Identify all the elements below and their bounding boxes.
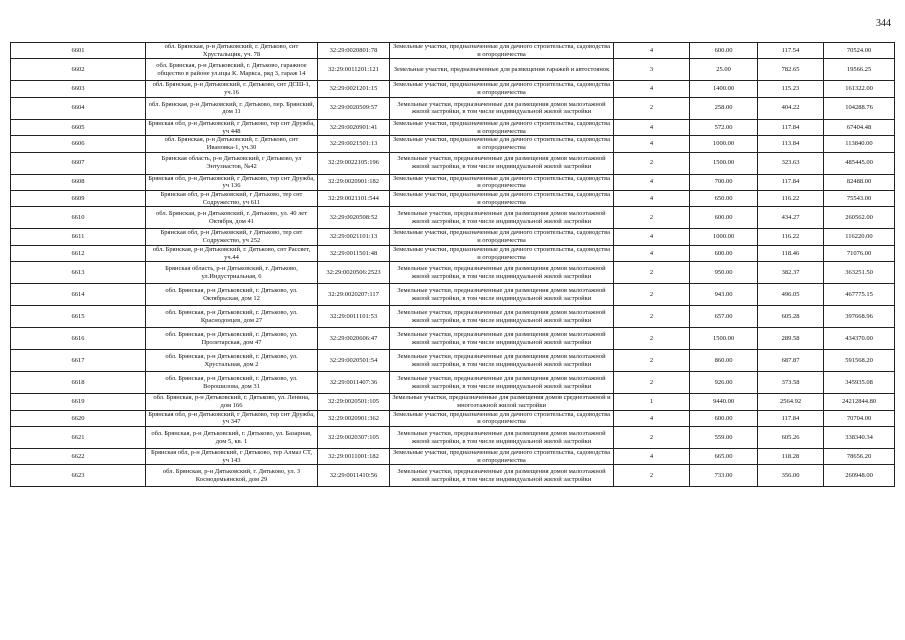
area-cell: 1400.00 xyxy=(690,81,758,97)
group-cell: 4 xyxy=(614,449,690,465)
group-cell: 4 xyxy=(614,245,690,261)
group-cell: 2 xyxy=(614,372,690,394)
group-cell: 2 xyxy=(614,328,690,350)
row-number-cell: 6617 xyxy=(11,350,146,372)
group-cell: 4 xyxy=(614,81,690,97)
cadastral-number-cell: 32:29:0011101:53 xyxy=(318,306,390,328)
group-cell: 2 xyxy=(614,350,690,372)
land-use-cell: Земельные участки, предназначенные для дачного строительства, садоводства и огородничества xyxy=(390,449,614,465)
address-cell: обл. Брянская, р-н Дятьковский, г. Дятьково, ул. Октябрьская, дом 12 xyxy=(146,284,318,306)
cadastral-value-cell: 591568.20 xyxy=(824,350,895,372)
row-number-cell: 6620 xyxy=(11,410,146,426)
table-row xyxy=(11,97,895,119)
address-cell: обл. Брянская, р-н Дятьковский, г. Дятьково, снт ДСШ-1, уч.16 xyxy=(146,81,318,97)
row-number-cell: 6608 xyxy=(11,174,146,190)
row-number-cell: 6603 xyxy=(11,81,146,97)
row-number-cell: 6601 xyxy=(11,43,146,59)
land-use-cell: Земельные участки, предназначенные для дачного строительства, садоводства и огородничества xyxy=(390,43,614,59)
cadastral-value-cell: 71076.00 xyxy=(824,245,895,261)
row-number-cell: 6609 xyxy=(11,191,146,207)
land-use-cell: Земельные участки, предназначенные для дачного строительства, садоводства и огородничества xyxy=(390,410,614,426)
address-cell: обл. Брянская, р-н Дятьковский, г. Дятьково, ул. 40 лет Октября, дом 41 xyxy=(146,207,318,229)
land-use-cell: Земельные участки, предназначенные для размещения домов малоэтажной жилой застройки, в том числе индивидуальной жилой застройки xyxy=(390,427,614,449)
land-use-cell: Земельные участки, предназначенные для размещения домов малоэтажной жилой застройки, в том числе индивидуальной жилой застройки xyxy=(390,284,614,306)
group-cell: 2 xyxy=(614,97,690,119)
specific-value-cell: 434.27 xyxy=(758,207,824,229)
group-cell: 4 xyxy=(614,174,690,190)
address-cell: Брянская обл, р-н Дятьковский, г Дятьково, тер снт Дружба, уч 448 xyxy=(146,119,318,135)
cadastral-value-cell: 70704.00 xyxy=(824,410,895,426)
address-cell: обл. Брянская, р-н Дятьковский, г. Дятьково, ул. Краснодонцев, дом 27 xyxy=(146,306,318,328)
cadastral-number-cell: 32:29:0020501:54 xyxy=(318,350,390,372)
table-row xyxy=(11,119,895,135)
table-row xyxy=(11,427,895,449)
page-number: 344 xyxy=(876,18,891,29)
table-row xyxy=(11,207,895,229)
specific-value-cell: 117.84 xyxy=(758,119,824,135)
table-row xyxy=(11,262,895,284)
specific-value-cell: 373.58 xyxy=(758,372,824,394)
cadastral-value-cell: 67404.48 xyxy=(824,119,895,135)
group-cell: 4 xyxy=(614,119,690,135)
cadastral-number-cell: 32:29:0020307:105 xyxy=(318,427,390,449)
area-cell: 1000.00 xyxy=(690,136,758,152)
area-cell: 926.00 xyxy=(690,372,758,394)
specific-value-cell: 118.46 xyxy=(758,245,824,261)
table-row xyxy=(11,174,895,190)
land-use-cell: Земельные участки, предназначенные для дачного строительства, садоводства и огородничества xyxy=(390,81,614,97)
address-cell: обл. Брянская, р-н Дятьковский, г. Дятьково, снт Рассвет, уч.44 xyxy=(146,245,318,261)
cadastral-value-cell: 24212844.80 xyxy=(824,394,895,410)
cadastral-value-table xyxy=(10,42,895,487)
area-cell: 600.00 xyxy=(690,207,758,229)
specific-value-cell: 605.26 xyxy=(758,427,824,449)
table-row xyxy=(11,81,895,97)
cadastral-number-cell: 32:29:0020901:41 xyxy=(318,119,390,135)
cadastral-number-cell: 32:29:0021201:15 xyxy=(318,81,390,97)
address-cell: Брянская область, р-н Дятьковский, г Дятьково, ул Энтузиастов, №42 xyxy=(146,152,318,174)
area-cell: 600.00 xyxy=(690,410,758,426)
row-number-cell: 6613 xyxy=(11,262,146,284)
address-cell: Брянская обл, р-н Дятьковский, г Дятьково, тер Алмаз СТ, уч 143 xyxy=(146,449,318,465)
table-row xyxy=(11,394,895,410)
address-cell: обл. Брянская, р-н Дятьковский, г. Дятьково, гаражное общество в районе ул.ицы К. Маркса, ряд 3, гараж 14 xyxy=(146,59,318,81)
cadastral-value-cell: 19566.25 xyxy=(824,59,895,81)
area-cell: 943.00 xyxy=(690,284,758,306)
address-cell: обл. Брянская, р-н Дятьковский, г. Дятьково, ул. 3 Космодемьянской, дом 29 xyxy=(146,465,318,487)
cadastral-value-cell: 116220.00 xyxy=(824,229,895,245)
cadastral-number-cell: 32:29:0011201:121 xyxy=(318,59,390,81)
cadastral-number-cell: 32:29:0020509:57 xyxy=(318,97,390,119)
specific-value-cell: 113.84 xyxy=(758,136,824,152)
land-use-cell: Земельные участки, предназначенные для размещения гаражей и автостоянок xyxy=(390,59,614,81)
cadastral-number-cell: 32:29:0020501:105 xyxy=(318,394,390,410)
group-cell: 4 xyxy=(614,410,690,426)
row-number-cell: 6606 xyxy=(11,136,146,152)
area-cell: 665.00 xyxy=(690,449,758,465)
land-use-cell: Земельные участки, предназначенные для дачного строительства, садоводства и огородничества xyxy=(390,174,614,190)
address-cell: Брянская обл, р-н Дятьковский, г Дятьково, тер снт Содружество, уч 611 xyxy=(146,191,318,207)
land-use-cell: Земельные участки, предназначенные для размещения домов среднеэтажной и многоэтажной жилой застройки xyxy=(390,394,614,410)
land-use-cell: Земельные участки, предназначенные для размещения домов малоэтажной жилой застройки, в том числе индивидуальной жилой застройки xyxy=(390,152,614,174)
specific-value-cell: 118.28 xyxy=(758,449,824,465)
cadastral-value-cell: 113840.00 xyxy=(824,136,895,152)
table-row xyxy=(11,410,895,426)
area-cell: 1000.00 xyxy=(690,229,758,245)
area-cell: 9440.00 xyxy=(690,394,758,410)
cadastral-number-cell: 32:29:0022105:196 xyxy=(318,152,390,174)
cadastral-value-cell: 338340.34 xyxy=(824,427,895,449)
land-use-cell: Земельные участки, предназначенные для дачного строительства, садоводства и огородничества xyxy=(390,245,614,261)
cadastral-number-cell: 32:29:0021101:544 xyxy=(318,191,390,207)
area-cell: 733.00 xyxy=(690,465,758,487)
table-row xyxy=(11,136,895,152)
group-cell: 2 xyxy=(614,262,690,284)
row-number-cell: 6612 xyxy=(11,245,146,261)
specific-value-cell: 117.54 xyxy=(758,43,824,59)
cadastral-value-cell: 104288.76 xyxy=(824,97,895,119)
area-cell: 25.00 xyxy=(690,59,758,81)
address-cell: обл. Брянская, р-н Дятьковский, г. Дятьково, снт Ивановка-1, уч.30 xyxy=(146,136,318,152)
group-cell: 2 xyxy=(614,465,690,487)
land-use-cell: Земельные участки, предназначенные для дачного строительства, садоводства и огородничества xyxy=(390,191,614,207)
cadastral-number-cell: 32:29:0020207:117 xyxy=(318,284,390,306)
group-cell: 1 xyxy=(614,394,690,410)
table-body xyxy=(11,43,895,487)
area-cell: 950.00 xyxy=(690,262,758,284)
cadastral-number-cell: 32:29:0021101:13 xyxy=(318,229,390,245)
address-cell: обл. Брянская, р-н Дятьковский, г. Дятьково, ул. Ворошилова, дом 31 xyxy=(146,372,318,394)
table-row xyxy=(11,191,895,207)
row-number-cell: 6611 xyxy=(11,229,146,245)
cadastral-value-cell: 397668.96 xyxy=(824,306,895,328)
address-cell: Брянская обл, р-н Дятьковский, г Дятьково, тер снт Содружество, уч 252 xyxy=(146,229,318,245)
cadastral-number-cell: 32:29:0021501:13 xyxy=(318,136,390,152)
address-cell: Брянская обл, р-н Дятьковский, г Дятьково, тер снт Дружба, уч 136 xyxy=(146,174,318,190)
specific-value-cell: 289.58 xyxy=(758,328,824,350)
cadastral-number-cell: 32:29:0020901:362 xyxy=(318,410,390,426)
area-cell: 657.00 xyxy=(690,306,758,328)
group-cell: 2 xyxy=(614,284,690,306)
specific-value-cell: 356.00 xyxy=(758,465,824,487)
cadastral-value-cell: 345935.08 xyxy=(824,372,895,394)
row-number-cell: 6607 xyxy=(11,152,146,174)
area-cell: 700.00 xyxy=(690,174,758,190)
cadastral-number-cell: 32:29:0020606:47 xyxy=(318,328,390,350)
row-number-cell: 6614 xyxy=(11,284,146,306)
table-row xyxy=(11,328,895,350)
land-use-cell: Земельные участки, предназначенные для размещения домов малоэтажной жилой застройки, в том числе индивидуальной жилой застройки xyxy=(390,372,614,394)
address-cell: обл. Брянская, р-н Дятьковский, г. Дятьково, ул. Хрустальная, дом 2 xyxy=(146,350,318,372)
row-number-cell: 6621 xyxy=(11,427,146,449)
specific-value-cell: 115.23 xyxy=(758,81,824,97)
specific-value-cell: 323.63 xyxy=(758,152,824,174)
cadastral-number-cell: 32:29:0020508:52 xyxy=(318,207,390,229)
group-cell: 2 xyxy=(614,152,690,174)
row-number-cell: 6604 xyxy=(11,97,146,119)
cadastral-value-cell: 363251.50 xyxy=(824,262,895,284)
area-cell: 650.00 xyxy=(690,191,758,207)
cadastral-value-cell: 485445.00 xyxy=(824,152,895,174)
table-row xyxy=(11,306,895,328)
table-row xyxy=(11,245,895,261)
group-cell: 4 xyxy=(614,136,690,152)
table-row xyxy=(11,449,895,465)
land-use-cell: Земельные участки, предназначенные для размещения домов малоэтажной жилой застройки, в том числе индивидуальной жилой застройки xyxy=(390,328,614,350)
address-cell: обл. Брянская, р-н Дятьковский, г. Дятьково, ул. Ленина, дом 166 xyxy=(146,394,318,410)
area-cell: 258.00 xyxy=(690,97,758,119)
cadastral-number-cell: 32:29:0020801:78 xyxy=(318,43,390,59)
cadastral-value-cell: 78656.20 xyxy=(824,449,895,465)
cadastral-number-cell: 32:29:0020901:182 xyxy=(318,174,390,190)
address-cell: обл. Брянская, р-н Дятьковский, г. Дятьково, ул. Пролетарская, дом 47 xyxy=(146,328,318,350)
row-number-cell: 6602 xyxy=(11,59,146,81)
land-use-cell: Земельные участки, предназначенные для размещения домов малоэтажной жилой застройки, в том числе индивидуальной жилой застройки xyxy=(390,306,614,328)
address-cell: Брянская область, р-н Дятьковский, г. Дятьково, ул.Индустриальная, 6 xyxy=(146,262,318,284)
address-cell: обл. Брянская, р-н Дятьковский, г. Дятьково, пер. Брянский, дом 11 xyxy=(146,97,318,119)
cadastral-number-cell: 32:29:0020506:2523 xyxy=(318,262,390,284)
specific-value-cell: 116.22 xyxy=(758,191,824,207)
row-number-cell: 6619 xyxy=(11,394,146,410)
cadastral-value-cell: 467775.15 xyxy=(824,284,895,306)
specific-value-cell: 117.84 xyxy=(758,174,824,190)
area-cell: 572.00 xyxy=(690,119,758,135)
specific-value-cell: 404.22 xyxy=(758,97,824,119)
group-cell: 3 xyxy=(614,59,690,81)
address-cell: обл. Брянская, р-н Дятьковский, г. Дятьково, ул. Базарная, дом 5, кв. 1 xyxy=(146,427,318,449)
area-cell: 860.00 xyxy=(690,350,758,372)
land-use-cell: Земельные участки, предназначенные для размещения домов малоэтажной жилой застройки, в том числе индивидуальной жилой застройки xyxy=(390,207,614,229)
area-cell: 1500.00 xyxy=(690,152,758,174)
area-cell: 1500.00 xyxy=(690,328,758,350)
row-number-cell: 6616 xyxy=(11,328,146,350)
group-cell: 4 xyxy=(614,191,690,207)
specific-value-cell: 496.05 xyxy=(758,284,824,306)
cadastral-number-cell: 32:29:0011407:36 xyxy=(318,372,390,394)
cadastral-number-cell: 32:29:0011410:56 xyxy=(318,465,390,487)
land-use-cell: Земельные участки, предназначенные для дачного строительства, садоводства и огородничества xyxy=(390,136,614,152)
table-row xyxy=(11,152,895,174)
area-cell: 559.00 xyxy=(690,427,758,449)
land-use-cell: Земельные участки, предназначенные для размещения домов малоэтажной жилой застройки, в том числе индивидуальной жилой застройки xyxy=(390,465,614,487)
area-cell: 600.00 xyxy=(690,245,758,261)
row-number-cell: 6605 xyxy=(11,119,146,135)
cadastral-value-cell: 434370.00 xyxy=(824,328,895,350)
table-row xyxy=(11,229,895,245)
row-number-cell: 6622 xyxy=(11,449,146,465)
specific-value-cell: 605.28 xyxy=(758,306,824,328)
group-cell: 2 xyxy=(614,207,690,229)
cadastral-value-cell: 70524.00 xyxy=(824,43,895,59)
row-number-cell: 6610 xyxy=(11,207,146,229)
land-use-cell: Земельные участки, предназначенные для дачного строительства, садоводства и огородничества xyxy=(390,229,614,245)
cadastral-value-cell: 161322.00 xyxy=(824,81,895,97)
cadastral-value-cell: 260948.00 xyxy=(824,465,895,487)
land-use-cell: Земельные участки, предназначенные для размещения домов малоэтажной жилой застройки, в том числе индивидуальной жилой застройки xyxy=(390,350,614,372)
specific-value-cell: 687.87 xyxy=(758,350,824,372)
land-use-cell: Земельные участки, предназначенные для размещения домов малоэтажной жилой застройки, в том числе индивидуальной жилой застройки xyxy=(390,262,614,284)
row-number-cell: 6618 xyxy=(11,372,146,394)
address-cell: обл. Брянская, р-н Дятьковский, г. Дятьково, снт Хрустальщик, уч. 78 xyxy=(146,43,318,59)
table-row xyxy=(11,465,895,487)
table-row xyxy=(11,59,895,81)
specific-value-cell: 382.37 xyxy=(758,262,824,284)
area-cell: 600.00 xyxy=(690,43,758,59)
table-row xyxy=(11,350,895,372)
cadastral-value-cell: 260562.00 xyxy=(824,207,895,229)
table-row xyxy=(11,284,895,306)
row-number-cell: 6615 xyxy=(11,306,146,328)
specific-value-cell: 2564.92 xyxy=(758,394,824,410)
land-use-cell: Земельные участки, предназначенные для дачного строительства, садоводства и огородничества xyxy=(390,119,614,135)
table-row xyxy=(11,372,895,394)
cadastral-number-cell: 32:29:0011501:48 xyxy=(318,245,390,261)
group-cell: 2 xyxy=(614,427,690,449)
group-cell: 4 xyxy=(614,229,690,245)
address-cell: Брянская обл, р-н Дятьковский, г Дятьково, тер снт Дружба, уч 347 xyxy=(146,410,318,426)
group-cell: 2 xyxy=(614,306,690,328)
row-number-cell: 6623 xyxy=(11,465,146,487)
specific-value-cell: 117.84 xyxy=(758,410,824,426)
cadastral-value-cell: 75543.00 xyxy=(824,191,895,207)
cadastral-number-cell: 32:29:0011001:182 xyxy=(318,449,390,465)
specific-value-cell: 782.65 xyxy=(758,59,824,81)
specific-value-cell: 116.22 xyxy=(758,229,824,245)
land-use-cell: Земельные участки, предназначенные для размещения домов малоэтажной жилой застройки, в том числе индивидуальной жилой застройки xyxy=(390,97,614,119)
table-row xyxy=(11,43,895,59)
cadastral-value-cell: 82488.00 xyxy=(824,174,895,190)
group-cell: 4 xyxy=(614,43,690,59)
